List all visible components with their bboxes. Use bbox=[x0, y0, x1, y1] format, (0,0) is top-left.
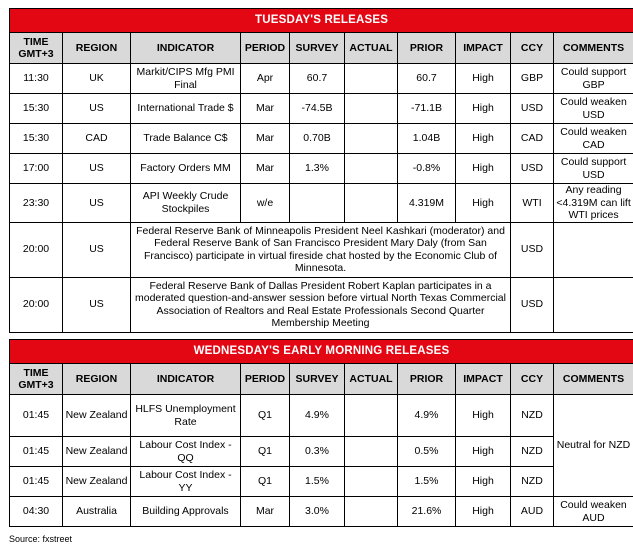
indicator-cell: Factory Orders MM bbox=[131, 154, 241, 184]
actual-cell bbox=[345, 467, 398, 497]
survey-cell: 4.9% bbox=[290, 395, 345, 437]
impact-cell: High bbox=[456, 64, 511, 94]
col-comments: COMMENTS bbox=[554, 33, 633, 64]
ccy-cell: NZD bbox=[511, 395, 554, 437]
period-cell: Mar bbox=[241, 94, 290, 124]
indicator-cell: Trade Balance C$ bbox=[131, 124, 241, 154]
time-cell: 04:30 bbox=[10, 497, 63, 527]
time-cell: 20:00 bbox=[10, 222, 63, 277]
impact-cell: High bbox=[456, 184, 511, 223]
ccy-cell: USD bbox=[511, 94, 554, 124]
col-actual: ACTUAL bbox=[345, 33, 398, 64]
survey-cell: 60.7 bbox=[290, 64, 345, 94]
tuesday-title: TUESDAY'S RELEASES bbox=[10, 9, 633, 33]
ccy-cell: USD bbox=[511, 277, 554, 332]
prior-cell: 60.7 bbox=[398, 64, 456, 94]
period-cell: Q1 bbox=[241, 395, 290, 437]
time-cell: 01:45 bbox=[10, 395, 63, 437]
region-cell: CAD bbox=[63, 124, 131, 154]
region-cell: UK bbox=[63, 64, 131, 94]
survey-cell: 0.3% bbox=[290, 437, 345, 467]
col-time: TIME GMT+3 bbox=[10, 364, 63, 395]
impact-cell: High bbox=[456, 94, 511, 124]
indicator-cell: Building Approvals bbox=[131, 497, 241, 527]
actual-cell bbox=[345, 437, 398, 467]
indicator-cell: Markit/CIPS Mfg PMI Final bbox=[131, 64, 241, 94]
actual-cell bbox=[345, 124, 398, 154]
actual-cell bbox=[345, 184, 398, 223]
time-cell: 15:30 bbox=[10, 94, 63, 124]
time-cell: 23:30 bbox=[10, 184, 63, 223]
ccy-cell: AUD bbox=[511, 497, 554, 527]
time-cell: 11:30 bbox=[10, 64, 63, 94]
comments-cell: Could support USD bbox=[554, 154, 633, 184]
tuesday-header-row bbox=[10, 33, 633, 64]
prior-cell: 0.5% bbox=[398, 437, 456, 467]
time-cell: 20:00 bbox=[10, 277, 63, 332]
period-cell: w/e bbox=[241, 184, 290, 223]
col-prior: PRIOR bbox=[398, 364, 456, 395]
event-description: Federal Reserve Bank of Minneapolis President Neel Kashkari (moderator) and Federal Reserve Bank of San Francisco President Mary Daly (from San Francisco) participate in virtual fireside chat hosted by the Economic Club of Minnesota. bbox=[131, 222, 511, 277]
period-cell: Apr bbox=[241, 64, 290, 94]
survey-cell: 3.0% bbox=[290, 497, 345, 527]
prior-cell: 4.9% bbox=[398, 395, 456, 437]
prior-cell: -0.8% bbox=[398, 154, 456, 184]
region-cell: New Zealand bbox=[63, 467, 131, 497]
col-survey: SURVEY bbox=[290, 33, 345, 64]
region-cell: US bbox=[63, 154, 131, 184]
prior-cell: 4.319M bbox=[398, 184, 456, 223]
indicator-cell: Labour Cost Index - QQ bbox=[131, 437, 241, 467]
impact-cell: High bbox=[456, 467, 511, 497]
comments-cell bbox=[554, 222, 633, 277]
indicator-cell: HLFS Unemployment Rate bbox=[131, 395, 241, 437]
impact-cell: High bbox=[456, 124, 511, 154]
col-prior: PRIOR bbox=[398, 33, 456, 64]
region-cell: US bbox=[63, 94, 131, 124]
col-survey: SURVEY bbox=[290, 364, 345, 395]
col-indicator: INDICATOR bbox=[131, 33, 241, 64]
col-comments: COMMENTS bbox=[554, 364, 633, 395]
table-row bbox=[10, 64, 633, 94]
period-cell: Q1 bbox=[241, 437, 290, 467]
actual-cell bbox=[345, 154, 398, 184]
period-cell: Mar bbox=[241, 154, 290, 184]
tuesday-releases-table bbox=[9, 8, 633, 333]
col-ccy: CCY bbox=[511, 364, 554, 395]
period-cell: Mar bbox=[241, 497, 290, 527]
ccy-cell: NZD bbox=[511, 437, 554, 467]
indicator-cell: API Weekly Crude Stockpiles bbox=[131, 184, 241, 223]
ccy-cell: WTI bbox=[511, 184, 554, 223]
col-indicator: INDICATOR bbox=[131, 364, 241, 395]
region-cell: US bbox=[63, 184, 131, 223]
region-cell: New Zealand bbox=[63, 395, 131, 437]
actual-cell bbox=[345, 497, 398, 527]
actual-cell bbox=[345, 395, 398, 437]
col-ccy: CCY bbox=[511, 33, 554, 64]
impact-cell: High bbox=[456, 154, 511, 184]
period-cell: Q1 bbox=[241, 467, 290, 497]
col-period: PERIOD bbox=[241, 364, 290, 395]
time-cell: 15:30 bbox=[10, 124, 63, 154]
time-cell: 17:00 bbox=[10, 154, 63, 184]
survey-cell bbox=[290, 184, 345, 223]
table-row bbox=[10, 497, 633, 527]
impact-cell: High bbox=[456, 497, 511, 527]
table-row bbox=[10, 395, 633, 437]
survey-cell: 1.3% bbox=[290, 154, 345, 184]
table-row bbox=[10, 124, 633, 154]
col-time: TIME GMT+3 bbox=[10, 33, 63, 64]
col-period: PERIOD bbox=[241, 33, 290, 64]
col-impact: IMPACT bbox=[456, 364, 511, 395]
event-row bbox=[10, 222, 633, 277]
comments-cell: Could weaken USD bbox=[554, 94, 633, 124]
ccy-cell: NZD bbox=[511, 467, 554, 497]
nz-comment-cell: Neutral for NZD bbox=[554, 395, 633, 497]
impact-cell: High bbox=[456, 395, 511, 437]
table-row bbox=[10, 184, 633, 223]
survey-cell: 0.70B bbox=[290, 124, 345, 154]
prior-cell: 1.04B bbox=[398, 124, 456, 154]
region-cell: New Zealand bbox=[63, 437, 131, 467]
wednesday-releases-table bbox=[9, 339, 633, 527]
table-row bbox=[10, 467, 633, 497]
prior-cell: 1.5% bbox=[398, 467, 456, 497]
impact-cell: High bbox=[456, 437, 511, 467]
source-footer: Source: fxstreet bbox=[9, 534, 72, 544]
prior-cell: 21.6% bbox=[398, 497, 456, 527]
event-row bbox=[10, 277, 633, 332]
ccy-cell: GBP bbox=[511, 64, 554, 94]
ccy-cell: USD bbox=[511, 154, 554, 184]
prior-cell: -71.1B bbox=[398, 94, 456, 124]
time-cell: 01:45 bbox=[10, 467, 63, 497]
col-actual: ACTUAL bbox=[345, 364, 398, 395]
survey-cell: 1.5% bbox=[290, 467, 345, 497]
table-row bbox=[10, 94, 633, 124]
col-impact: IMPACT bbox=[456, 33, 511, 64]
period-cell: Mar bbox=[241, 124, 290, 154]
comments-cell: Could support GBP bbox=[554, 64, 633, 94]
col-region: REGION bbox=[63, 33, 131, 64]
comments-cell bbox=[554, 277, 633, 332]
comments-cell: Any reading <4.319M can lift WTI prices bbox=[554, 184, 633, 223]
actual-cell bbox=[345, 64, 398, 94]
indicator-cell: Labour Cost Index - YY bbox=[131, 467, 241, 497]
comments-cell: Could weaken CAD bbox=[554, 124, 633, 154]
survey-cell: -74.5B bbox=[290, 94, 345, 124]
region-cell: US bbox=[63, 277, 131, 332]
table-row bbox=[10, 154, 633, 184]
wednesday-header-row bbox=[10, 364, 633, 395]
table-row bbox=[10, 437, 633, 467]
region-cell: US bbox=[63, 222, 131, 277]
actual-cell bbox=[345, 94, 398, 124]
wednesday-title: WEDNESDAY'S EARLY MORNING RELEASES bbox=[10, 340, 633, 364]
region-cell: Australia bbox=[63, 497, 131, 527]
event-description: Federal Reserve Bank of Dallas President Robert Kaplan participates in a moderated question-and-answer session before virtual North Texas Commercial Association of Realtors and Real Estate Professionals Second Quarter Membership Meeting bbox=[131, 277, 511, 332]
ccy-cell: USD bbox=[511, 222, 554, 277]
time-cell: 01:45 bbox=[10, 437, 63, 467]
comments-cell: Could weaken AUD bbox=[554, 497, 633, 527]
indicator-cell: International Trade $ bbox=[131, 94, 241, 124]
col-region: REGION bbox=[63, 364, 131, 395]
ccy-cell: CAD bbox=[511, 124, 554, 154]
